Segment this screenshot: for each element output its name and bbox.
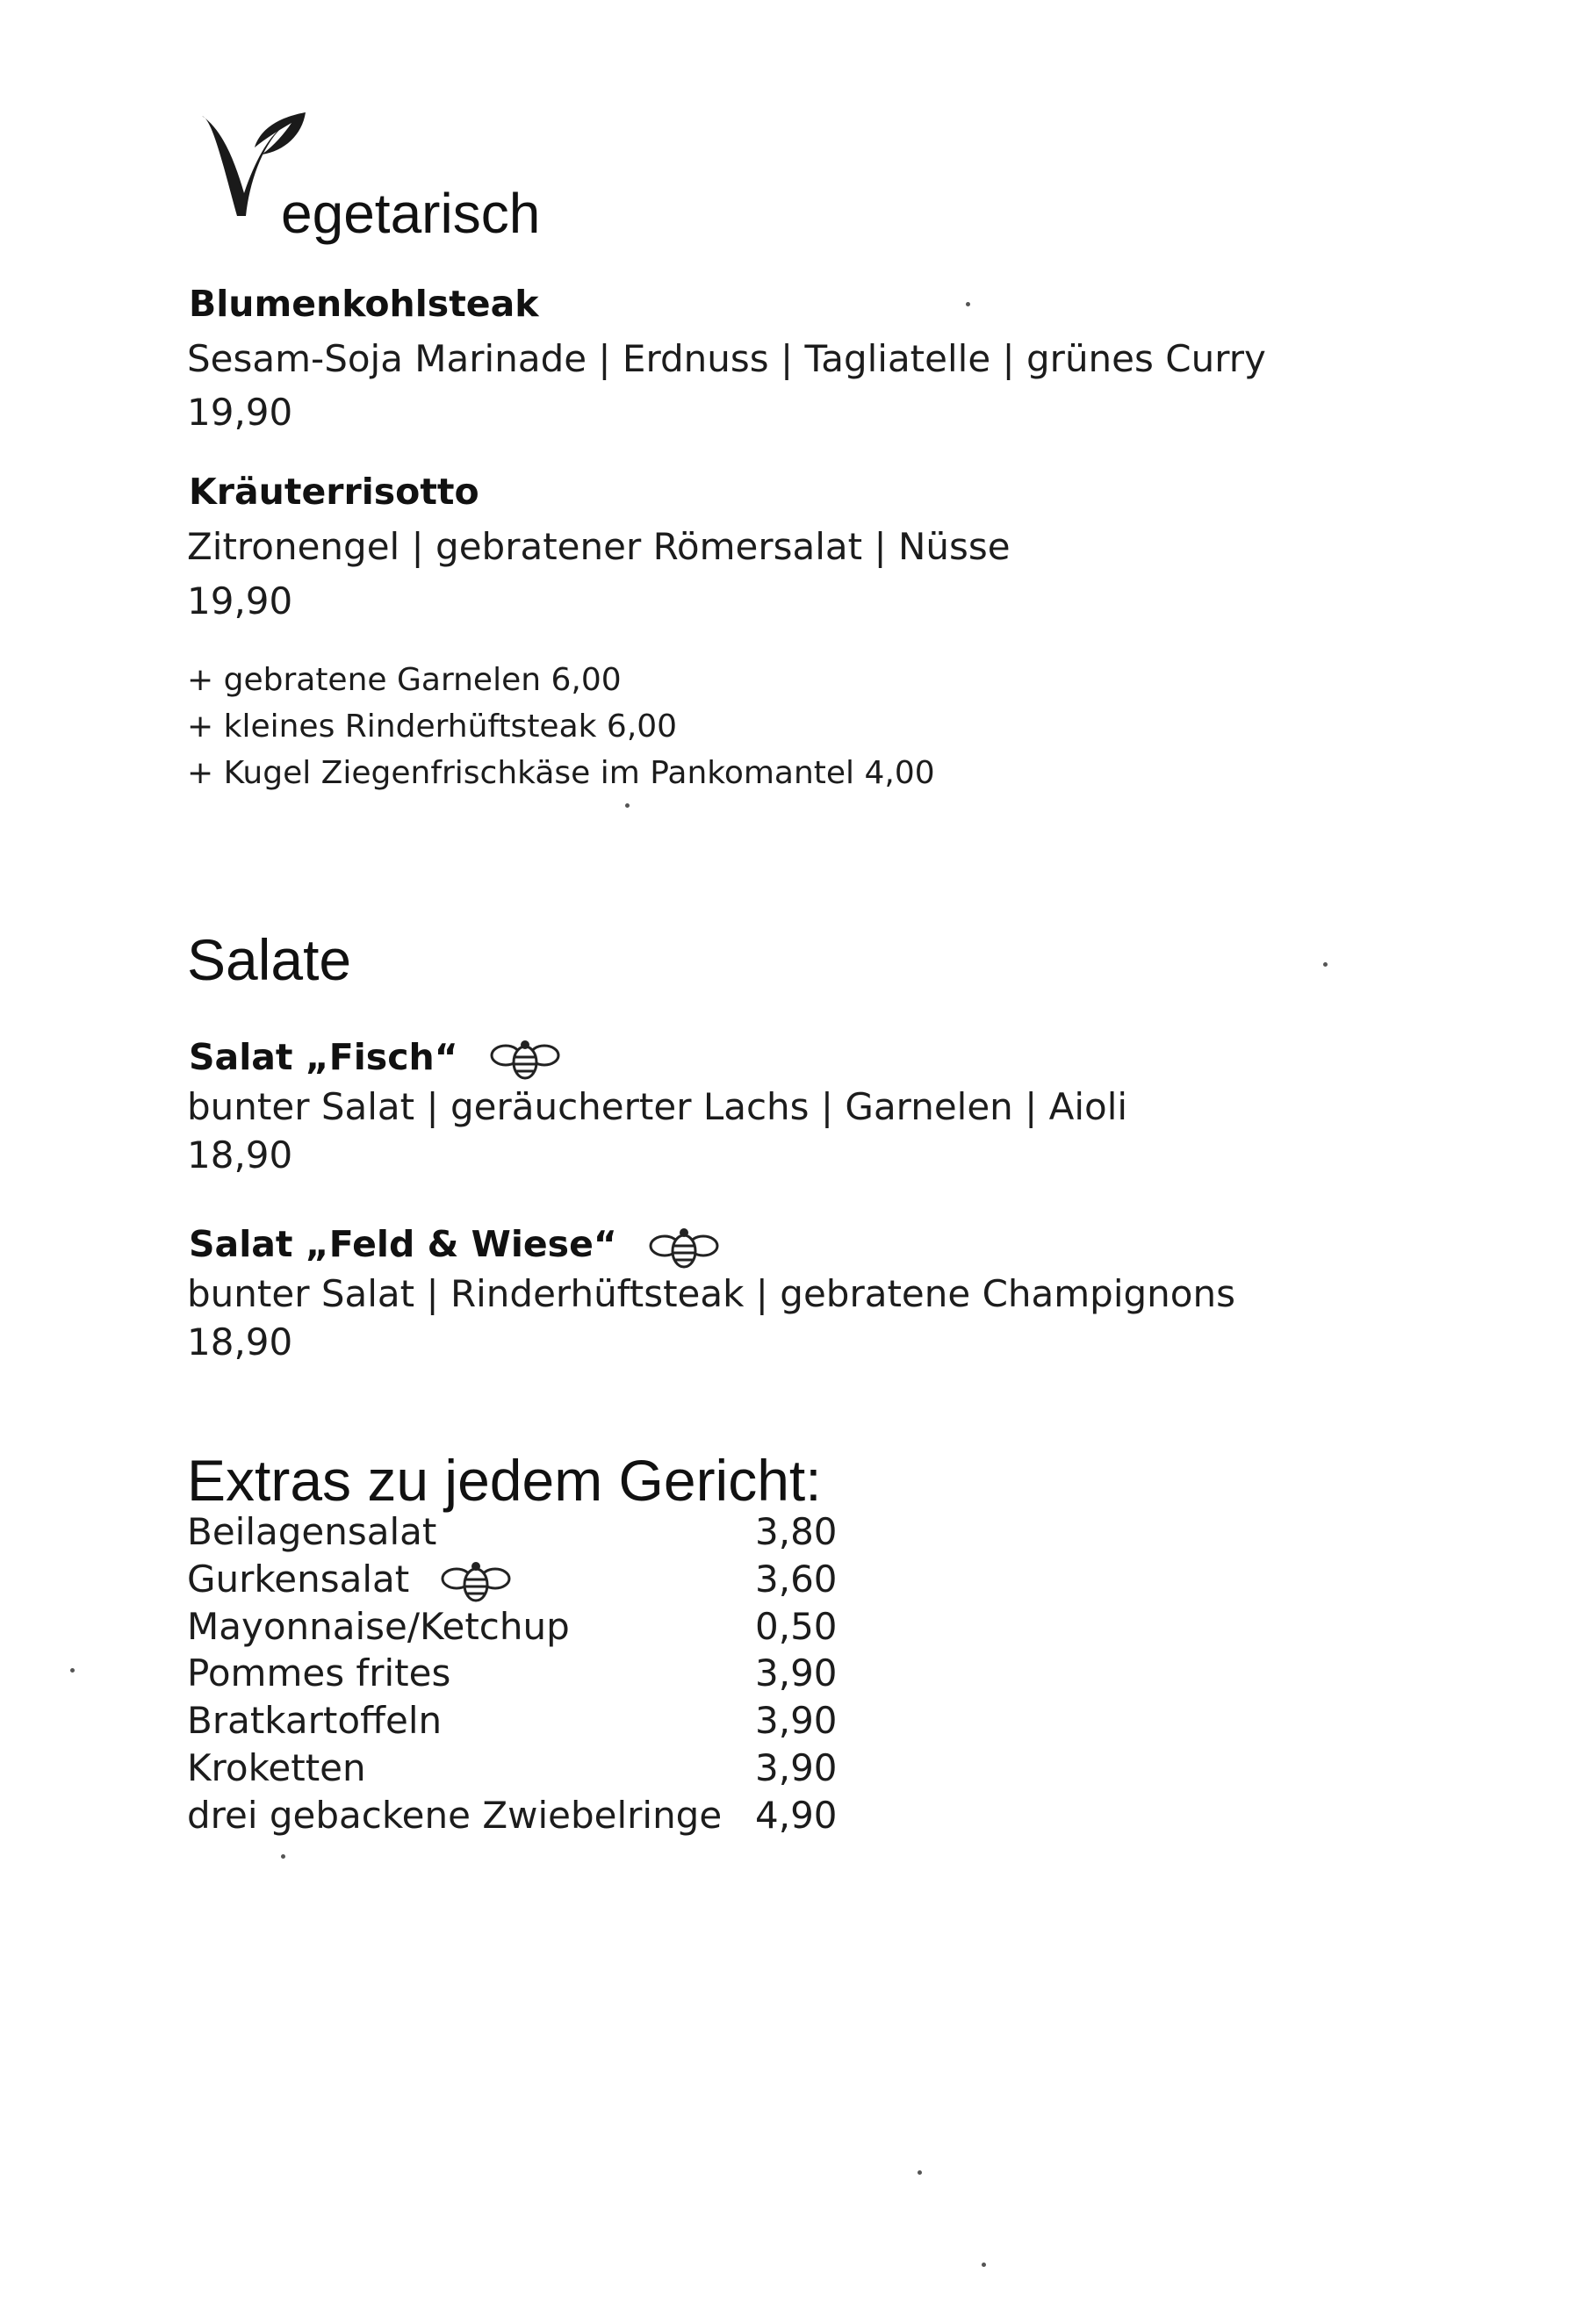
bee-icon: [490, 1038, 560, 1082]
addon-item: + gebratene Garnelen 6,00: [187, 662, 622, 698]
dish-title: Blumenkohlsteak: [189, 283, 539, 325]
bee-icon: [649, 1225, 719, 1269]
extra-price: 3,80: [755, 1510, 838, 1553]
scan-speck: [625, 803, 630, 808]
extra-price: 3,90: [755, 1745, 838, 1789]
scan-speck: [982, 2263, 986, 2267]
dish-description: bunter Salat | geräucherter Lachs | Garnelen | Aioli: [187, 1085, 1128, 1128]
list-item: [187, 1746, 854, 1794]
list-item: [187, 1605, 854, 1652]
addon-item: + kleines Rinderhüftsteak 6,00: [187, 709, 678, 745]
dish-description: Zitronengel | gebratener Römersalat | Nüsse: [187, 525, 1011, 568]
extra-name: Mayonnaise/Ketchup: [187, 1604, 570, 1648]
scan-speck: [966, 302, 970, 306]
extra-name: Beilagensalat: [187, 1510, 437, 1553]
extra-price: 3,90: [755, 1699, 838, 1743]
scan-speck: [70, 1668, 75, 1673]
extra-name: Kroketten: [187, 1745, 366, 1789]
list-item: [187, 1651, 854, 1699]
bee-icon: [441, 1559, 511, 1603]
dish-price: 19,90: [187, 579, 293, 622]
list-item: [187, 1510, 854, 1558]
extra-price: 3,90: [755, 1651, 838, 1695]
vegetarian-title: egetarisch: [281, 182, 541, 245]
scan-speck: [281, 1854, 285, 1859]
extras-title: Extras zu jedem Gericht:: [187, 1448, 822, 1513]
addon-item: + Kugel Ziegenfrischkäse im Pankomantel 4,00: [187, 755, 935, 791]
extra-name: Pommes frites: [187, 1651, 451, 1695]
extras-list: [187, 1510, 854, 1841]
list-item: [187, 1558, 854, 1605]
extra-price: 0,50: [755, 1604, 838, 1648]
salad-item-fisch: [189, 1036, 560, 1082]
dish-price: 18,90: [187, 1320, 293, 1363]
scan-speck: [1323, 962, 1328, 967]
extra-name: drei gebackene Zwiebelringe: [187, 1793, 723, 1837]
dish-title: Salat „Feld & Wiese“: [189, 1223, 617, 1265]
dish-title: Salat „Fisch“: [189, 1036, 458, 1078]
dish-title: Kräuterrisotto: [189, 471, 479, 513]
dish-description: Sesam-Soja Marinade | Erdnuss | Tagliatelle | grünes Curry: [187, 337, 1266, 380]
extra-name: Bratkartoffeln: [187, 1699, 443, 1743]
list-item: [187, 1794, 854, 1841]
dish-price: 19,90: [187, 391, 293, 434]
extra-price: 3,60: [755, 1557, 838, 1601]
salads-title: Salate: [187, 927, 352, 992]
extra-price: 4,90: [755, 1793, 838, 1837]
salad-item-feld-wiese: [189, 1223, 719, 1269]
scan-speck: [918, 2170, 922, 2175]
list-item: [187, 1699, 854, 1746]
dish-description: bunter Salat | Rinderhüftsteak | gebratene Champignons: [187, 1272, 1235, 1315]
dish-price: 18,90: [187, 1133, 293, 1176]
extra-name: Gurkensalat: [187, 1557, 410, 1601]
